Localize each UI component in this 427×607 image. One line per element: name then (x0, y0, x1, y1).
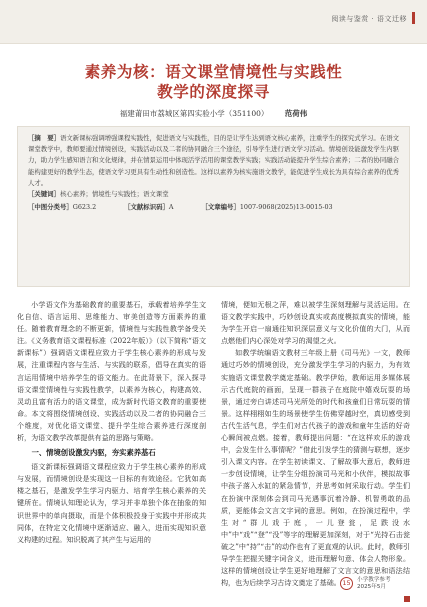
abstract-text: 语文新课标强调增强课程实践性，促进语文与实践性，目的是让学生达到语文核心素养，注重学生的探究式学习。在语文课堂教学中，教师要通过情境创设，实践活动以及二者的协同融合三个途径，引导学生进行语文学习活动。情境创设能激发学生内驱力，助力学生感知语言和文化规律，并在情景运用中体现活学活用的课堂教学实践；实践活动能提升学生综合素养；二者的协同融合能构建更好的教学生态，使语文学习更具有生动性和创造性。这样以素养为核实施语文教学，能促进学生成长为具有综合素养的优秀人才。 (28, 134, 399, 187)
affiliation: 福建莆田市荔城区第四实验小学（351100） (119, 109, 269, 118)
journal-name: 小学教学参考 (357, 577, 391, 583)
doccode-item (124, 202, 187, 213)
footer-journal (357, 577, 391, 591)
articleno-label: ［文章编号］ (201, 203, 240, 212)
body-paragraph-section1: 语文新课标强调语文课程应致力于学生核心素养的形成与发展，而情境创设是实现这一目标的有效途径。它犹如高楼之基石，是激发学生学习内驱力、培育学生核心素养的关键所在。情境认知理论认为，学习并非单独个体在抽象的知识世界中的单向摄取，而是个体积极投身于实践中并形成共同体，在特定文化情境中逐渐适应、融入，进而实现知识意义构建的过程。知识脱离了其产生与运用的 (17, 462, 206, 544)
classification-row (28, 202, 399, 213)
clc-value: G623.2 (72, 203, 97, 212)
clc-item (28, 202, 110, 213)
body-paragraph-intro: 小学语文作为基础教育的重要基石，承载着培养学生文化自信、语言运用、思维能力、审美创造等方面素养的重任。随着教育理念的不断更新，情境性与实践性教学备受关注。《义务教育语文课程标准（2022年版）》（以下简称“语文新课标”）强调语文课程应致力于学生核心素养的形成与发展，注重课程内容与生活、与实践的联系，倡导在真实的语言运用情境中培养学生的语文能力。在此背景下，深入探寻语文课堂情境性与实践性教学，以素养为核心，构建高效、灵动且富有活力的语文课堂，成为新时代语文教育的重要使命。本文将围绕情境创设、实践活动以及二者的协同融合三个维度，对优化语文课堂、提升学生综合素养进行深度剖析，为语文教学改革提供有益的思路与策略。 (17, 300, 206, 443)
article-title-line1: 素养为核：语文课堂情境性与实践性 (84, 63, 343, 81)
articleno-item (202, 202, 347, 213)
abstract-paragraph (28, 133, 399, 189)
body-column-right (221, 299, 410, 593)
abstract-label: ［摘 要］ (28, 134, 60, 142)
article-title-line2: 教学的深度探寻 (157, 83, 270, 101)
keywords-line (28, 189, 399, 200)
articleno-value: 1007-9068(2025)13-0015-03 (239, 203, 333, 212)
column-tag: 阅读与鉴赏 · 语文迁移 (331, 15, 407, 23)
byline (0, 108, 427, 119)
keywords-text: 核心素养；情境性与实践性；语文课堂 (59, 190, 169, 199)
page-number: 15 (340, 577, 353, 590)
column-tag-marker (412, 12, 415, 24)
doccode-label: ［文献标识码］ (124, 203, 169, 212)
body-paragraph-example: 如教学统编语文教材三年级上册《司马光》一文，教师通过巧妙的情境创设，充分激发学生学习的内驱力，为有效实施语文课堂教学奠定基础。教学伊始，教师运用多媒体展示古代庭院的画面，呈现一群孩子在庭院中嬉戏玩耍的场景，通过旁白讲述司马光所处的时代和孩童们日常玩耍的情景。这样栩栩如生的场景使学生仿佛穿越时空，真切感受到古代生活气息，学生们对古代孩子的游戏和童年生活的好奇心瞬间被点燃。接着，教师提出问题：“在这样欢乐的游戏中，会发生什么事情呢？”借此引发学生的猜测与联想，逐步引入课文内容。在学生初读课文、了解故事大意后，教师进一步创设情境，让学生分组扮演司马光和小伙伴，模拟故事中孩子落入水缸的紧急情节，并思考如何采取行动。学生们在扮演中深刻体会到司马光遇事沉着冷静、机智勇敢的品质，更能体会文言文字词的意思。例如，在扮演过程中，学生对“群儿戏于庭，一儿登瓮，足跌没水中”中“戏”“登”“没”等字的理解更加深刻，对于“光持石击瓮破之”中“持”“击”的动作也有了更直观的认识。此时，教师引导学生把握关键字词含义，进而理解句意、体会人物形象。这样的情境创设让学生更好地理解了文言文的意思和语法结构，也为后续学习古诗文奠定了基础。 (221, 348, 410, 588)
section-heading-1: 一、情境创设激发内驱，夯实素养基石 (31, 448, 156, 458)
body-paragraph-continued: 情境，便如无根之萍，难以被学生深刻理解与灵活运用。在语文教学实践中，巧妙创设真实或高度模拟真实的情境，能为学生开启一扇通往知识深层意义与文化价值的大门，从而点燃他们内心深处对学习的渴望之火。 (221, 300, 410, 346)
keywords-label: ［关键词］ (28, 190, 60, 199)
body-column-left (17, 299, 206, 546)
footer-marker (404, 596, 410, 602)
abstract-box (17, 126, 410, 287)
clc-label: ［中图分类号］ (28, 203, 73, 212)
doccode-value: A (168, 203, 174, 212)
article-title (0, 62, 427, 102)
author-name: 范荷伟 (284, 109, 308, 118)
journal-issue: 2025年5月 (357, 584, 386, 590)
